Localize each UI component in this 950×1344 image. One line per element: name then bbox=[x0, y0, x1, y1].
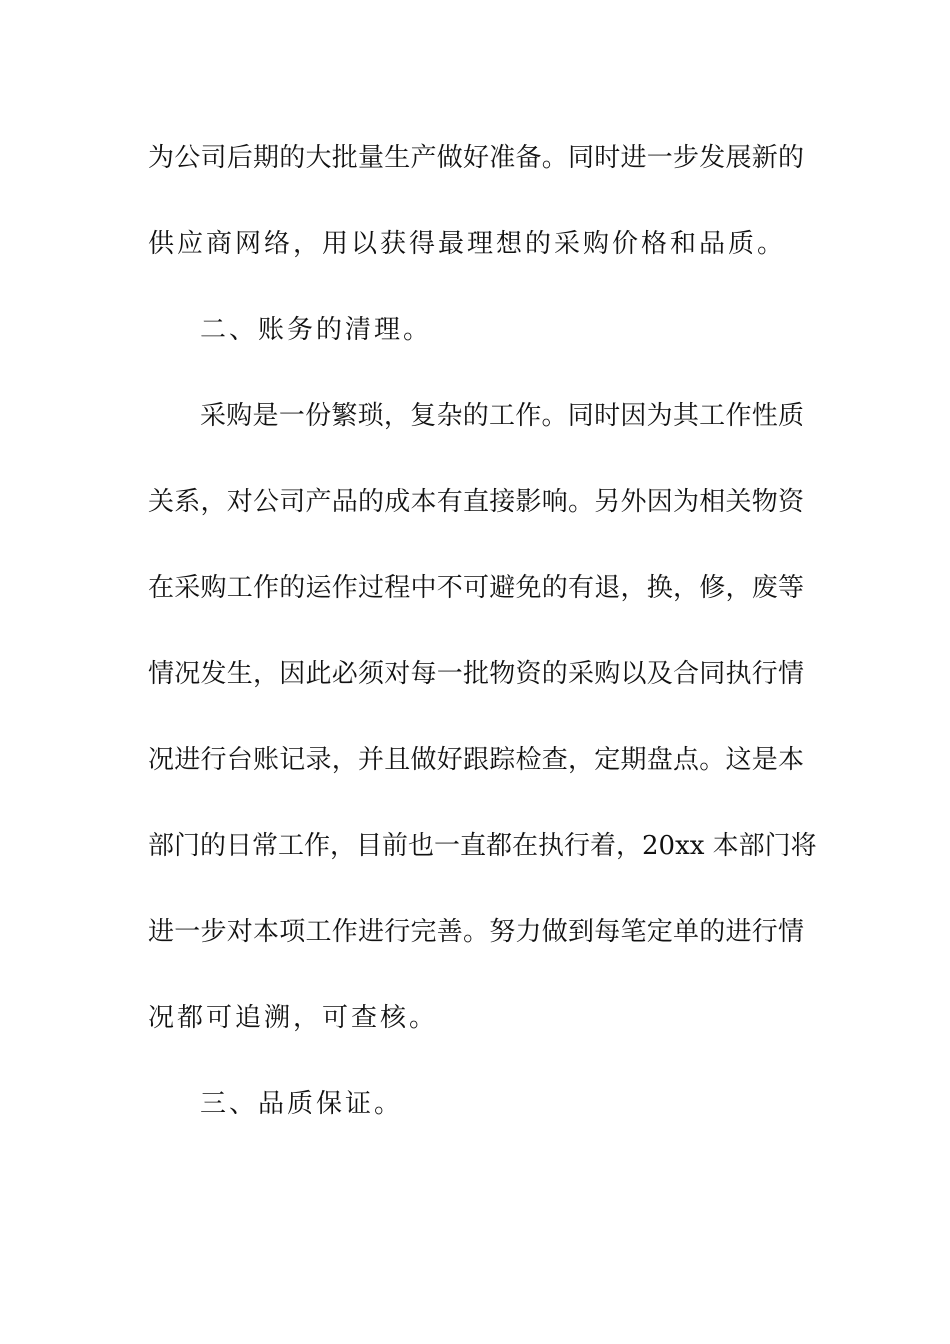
paragraph-2-line-6: 部门的日常工作，目前也一直都在执行着，20xx 本部门将 bbox=[148, 831, 817, 861]
section-heading-2: 二、账务的清理。 bbox=[200, 315, 433, 345]
paragraph-2-line-1: 采购是一份繁琐，复杂的工作。同时因为其工作性质 bbox=[200, 401, 804, 431]
paragraph-2-line-2: 关系，对公司产品的成本有直接影响。另外因为相关物资 bbox=[148, 487, 804, 517]
paragraph-2-line-7: 进一步对本项工作进行完善。努力做到每笔定单的进行情 bbox=[148, 917, 804, 947]
paragraph-1-line-2: 供应商网络，用以获得最理想的采购价格和品质。 bbox=[148, 229, 787, 259]
paragraph-1-line-1: 为公司后期的大批量生产做好准备。同时进一步发展新的 bbox=[148, 143, 804, 173]
paragraph-2-line-8: 况都可追溯，可查核。 bbox=[148, 1003, 439, 1033]
section-heading-3: 三、品质保证。 bbox=[200, 1089, 404, 1119]
paragraph-2-line-3: 在采购工作的运作过程中不可避免的有退，换，修，废等 bbox=[148, 573, 804, 603]
paragraph-2-line-5: 况进行台账记录，并且做好跟踪检查，定期盘点。这是本 bbox=[148, 745, 804, 775]
paragraph-2-line-4: 情况发生，因此必须对每一批物资的采购以及合同执行情 bbox=[148, 659, 804, 689]
